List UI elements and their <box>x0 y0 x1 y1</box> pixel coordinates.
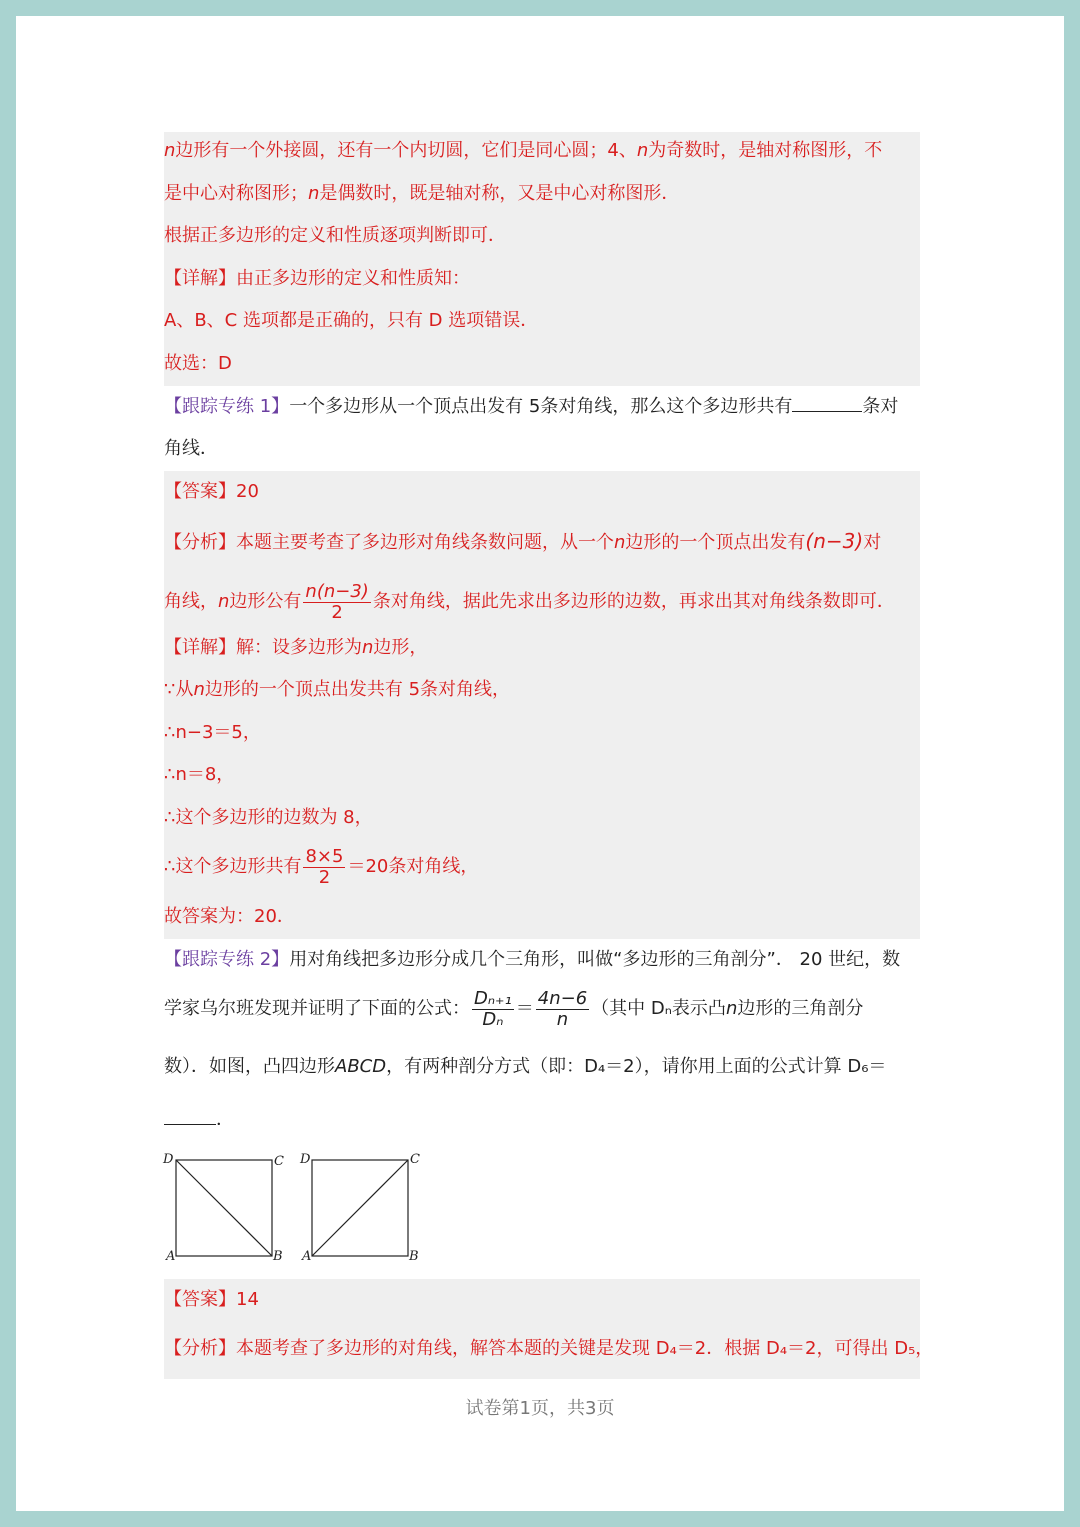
figure-square-diagonal-ac <box>296 1148 426 1264</box>
exercise2-analysis: 【分析】本题考查了多边形的对角线，解答本题的关键是发现 D₄＝2．根据 D₄＝2，可得出 D₅， <box>164 1338 934 1359</box>
exercise2-question-line-2: 学家乌尔班发现并证明了下面的公式： $\frac{\text{Dₙ₊₁}}{\text{Dₙ}}$ ＝ $\frac{4n-6}{n}$ （其中 Dₙ表示凸n边形的三角剖分 <box>164 987 864 1030</box>
exercise1-analysis-line-2: 角线，n边形公有 $\frac{n(n-3)}{2}$ 条对角线，据此先求出多边形的边数，再求出其对角线条数即可． <box>164 580 895 623</box>
vertex-label-d: D <box>300 1152 311 1167</box>
exercise1-answer: 【答案】20 <box>164 481 259 502</box>
fraction: $\frac{8\times 5}{2}$ <box>305 845 344 888</box>
exercise1-step-2: ∴n−3＝5， <box>164 722 261 743</box>
intro-line-5: A、B、C 选项都是正确的，只有 D 选项错误． <box>164 310 539 331</box>
exercise1-step-4: ∴这个多边形的边数为 8， <box>164 807 373 828</box>
formula-lhs: $\frac{\text{Dₙ₊₁}}{\text{Dₙ}}$ <box>474 987 512 1030</box>
exercise2-answer: 【答案】14 <box>164 1289 259 1310</box>
page-footer: 试卷第1页，共3页 <box>465 1398 615 1419</box>
exercise1-step-1: ∵从n边形的一个顶点出发共有 5条对角线， <box>164 679 511 700</box>
intro-line-3: 根据正多边形的定义和性质逐项判断即可． <box>164 225 506 246</box>
vertex-label-d: D <box>163 1152 174 1167</box>
exercise2-question-line-1: 【跟踪专练 2】用对角线把多边形分成几个三角形，叫做“多边形的三角剖分”． 20 世纪，数 <box>164 949 901 970</box>
intro-line-6: 故选：D <box>164 353 232 374</box>
intro-line-2: 是中心对称图形；n是偶数时，既是轴对称，又是中心对称图形． <box>164 183 680 204</box>
exercise1-analysis-line-1: 【分析】本题主要考查了多边形对角线条数问题，从一个n边形的一个顶点出发有(n−3)对 <box>164 529 882 553</box>
exercise2-question-line-4: ． <box>164 1099 920 1141</box>
fraction: $\frac{n(n-3)}{2}$ <box>305 580 369 623</box>
vertex-label-b: B <box>409 1249 419 1264</box>
formula-rhs: $\frac{4n-6}{n}$ <box>537 987 588 1030</box>
exercise1-step-5: ∴这个多边形共有 $\frac{8\times 5}{2}$ ＝20条对角线， <box>164 845 479 888</box>
answer-blank[interactable] <box>164 1106 216 1125</box>
vertex-label-c: C <box>410 1152 420 1167</box>
exercise1-step-6: 故答案为：20． <box>164 906 295 927</box>
exercise1-step-3: ∴n＝8， <box>164 764 235 785</box>
exercise1-detail: 【详解】解：设多边形为n边形， <box>164 637 428 658</box>
vertex-label-c: C <box>274 1154 284 1169</box>
exercise1-question-line-1: 【跟踪专练 1】一个多边形从一个顶点出发有 5条对角线，那么这个多边形共有 条对 <box>164 386 920 428</box>
vertex-label-a: A <box>166 1249 176 1264</box>
answer-blank[interactable] <box>792 393 862 412</box>
intro-line-1: n边形有一个外接圆，还有一个内切圆，它们是同心圆；4、n为奇数时，是轴对称图形，不 <box>164 140 883 161</box>
exercise1-question-line-2: 角线． <box>164 438 218 459</box>
intro-line-4: 【详解】由正多边形的定义和性质知： <box>164 268 470 289</box>
vertex-label-b: B <box>273 1249 283 1264</box>
vertex-label-a: A <box>302 1249 312 1264</box>
figure-square-diagonal-db <box>160 1148 290 1264</box>
exercise2-question-line-3: 数）．如图，凸四边形ABCD，有两种剖分方式（即：D₄＝2），请你用上面的公式计算 D₆＝ <box>164 1056 887 1077</box>
exam-page <box>16 16 1064 1511</box>
